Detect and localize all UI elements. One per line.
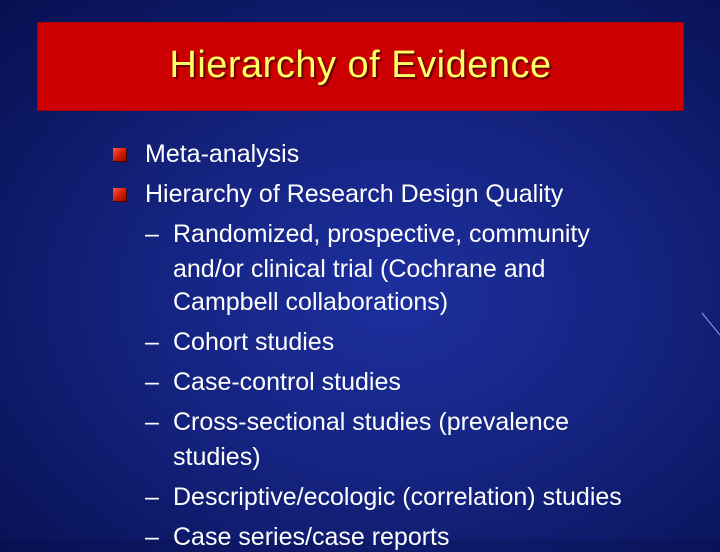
dash-marker: – <box>145 220 159 248</box>
slide-title: Hierarchy of Evidence <box>169 44 552 86</box>
sub-item-descriptive <box>145 482 622 512</box>
sub-item-text: Case series/case reports <box>173 523 450 551</box>
dash-marker: – <box>145 368 159 396</box>
sub-item-randomized <box>145 219 590 249</box>
dash-marker: – <box>145 408 159 436</box>
square-bullet-icon <box>113 188 126 201</box>
sub-item-case-control <box>145 367 401 397</box>
sub-item-text: Descriptive/ecologic (correlation) studies <box>173 483 622 511</box>
square-bullet-icon <box>113 148 126 161</box>
sub-item-randomized-line2: and/or clinical trial (Cochrane and <box>173 255 546 283</box>
sub-item-randomized-line3: Campbell collaborations) <box>173 288 449 316</box>
dash-marker: – <box>145 523 159 551</box>
sub-item-cross-sectional-line2: studies) <box>173 443 261 471</box>
sub-item-text: Cohort studies <box>173 328 335 356</box>
sub-item-case-series <box>145 522 450 552</box>
dash-marker: – <box>145 483 159 511</box>
bullet-meta-analysis: Meta-analysis <box>145 140 300 168</box>
bullet-hierarchy-research-design: Hierarchy of Research Design Quality <box>145 180 564 208</box>
sub-item-text: Case-control studies <box>173 368 401 396</box>
sub-item-text: Cross-sectional studies (prevalence <box>173 408 570 436</box>
dash-marker: – <box>145 328 159 356</box>
sub-item-cohort <box>145 327 334 357</box>
sub-item-text: Randomized, prospective, community <box>173 220 590 248</box>
sub-item-cross-sectional <box>145 407 569 437</box>
